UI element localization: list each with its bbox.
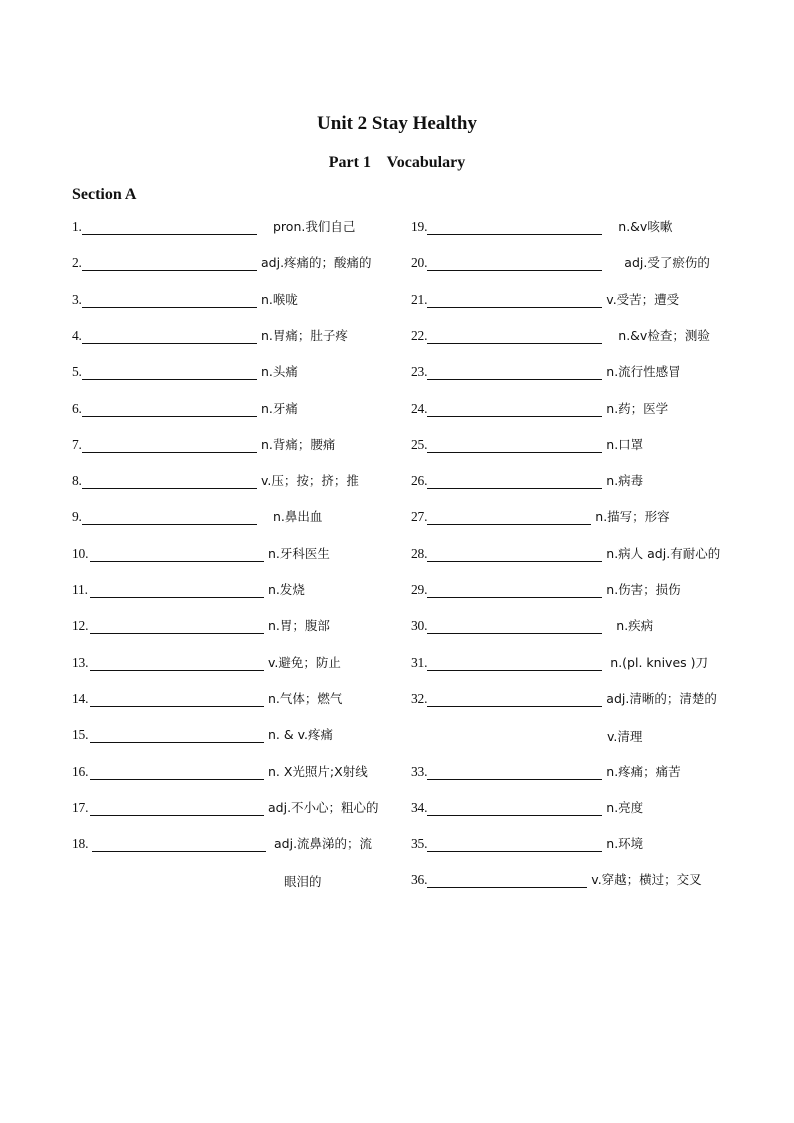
- definition: n.疾病: [616, 618, 654, 634]
- vocab-item: [411, 870, 702, 888]
- answer-blank[interactable]: [427, 583, 602, 598]
- vocab-item: [72, 362, 298, 380]
- item-number: 18.: [72, 836, 89, 852]
- definition: n.亮度: [606, 799, 644, 815]
- item-number: 7.: [72, 436, 82, 452]
- vocab-item: [411, 689, 717, 707]
- vocab-item: [72, 326, 348, 344]
- definition: adj.清晰的；清楚的: [606, 690, 717, 706]
- definition: v.受苦；遭受: [606, 291, 680, 307]
- vocab-item: [72, 653, 341, 671]
- vocab-item: [72, 544, 330, 562]
- answer-blank[interactable]: [90, 547, 264, 562]
- answer-blank[interactable]: [82, 438, 257, 453]
- answer-blank[interactable]: [427, 619, 602, 634]
- item-number: 1.: [72, 219, 82, 234]
- answer-blank[interactable]: [90, 801, 264, 816]
- vocab-item: [72, 435, 335, 453]
- item-number: 32.: [411, 690, 428, 706]
- answer-blank[interactable]: [427, 547, 602, 562]
- item-number: 17.: [72, 799, 89, 815]
- answer-blank[interactable]: [427, 256, 602, 271]
- answer-blank[interactable]: [90, 728, 264, 743]
- answer-blank[interactable]: [82, 293, 257, 308]
- vocab-item: [72, 399, 298, 417]
- answer-blank[interactable]: [427, 656, 602, 671]
- definition: n.描写；形容: [595, 509, 670, 525]
- definition: n.背痛；腰痛: [261, 436, 336, 452]
- answer-blank[interactable]: [90, 619, 264, 634]
- vocab-item: [411, 834, 643, 852]
- answer-blank[interactable]: [82, 474, 257, 489]
- definition: n.环境: [606, 836, 644, 852]
- item-number: 29.: [411, 582, 428, 597]
- item-number: 30.: [411, 618, 428, 634]
- vocab-item: [411, 435, 643, 453]
- item-number: 16.: [72, 763, 89, 779]
- vocab-item: [72, 798, 379, 816]
- definition: v.穿越；横过；交叉: [591, 872, 702, 888]
- answer-blank[interactable]: [82, 256, 257, 271]
- definition: n.&v咳嗽: [618, 219, 673, 234]
- vocab-item: [72, 762, 368, 780]
- item-number: 20.: [411, 255, 428, 271]
- item-number: 4.: [72, 327, 82, 343]
- definition: n.气体；燃气: [268, 690, 343, 706]
- item-number: 14.: [72, 690, 89, 706]
- definition: n.药；医学: [606, 400, 669, 416]
- answer-blank[interactable]: [427, 873, 587, 888]
- definition: v.避免；防止: [268, 654, 341, 670]
- vocab-item: [72, 689, 342, 707]
- item-number: 3.: [72, 291, 82, 307]
- item-number: 9.: [72, 509, 82, 525]
- vocab-item: [411, 762, 681, 780]
- item-number: 31.: [411, 654, 428, 670]
- vocab-item: [411, 253, 710, 271]
- vocab-item: [72, 580, 305, 598]
- vocab-item: [72, 725, 333, 743]
- definition: n.病人 adj.有耐心的: [606, 545, 721, 561]
- vocab-item: [72, 507, 322, 525]
- vocab-item: [72, 616, 330, 634]
- vocab-item: [411, 798, 643, 816]
- item-number: 13.: [72, 654, 89, 670]
- definition: n.伤害；损伤: [606, 582, 681, 597]
- item-number: 10.: [72, 545, 89, 561]
- answer-blank[interactable]: [90, 765, 264, 780]
- definition: n.喉咙: [261, 291, 298, 307]
- definition: v.压；按；挤；推: [261, 473, 359, 489]
- answer-blank[interactable]: [82, 220, 257, 235]
- answer-blank[interactable]: [82, 365, 257, 380]
- answer-blank[interactable]: [427, 402, 602, 417]
- vocab-item: [411, 616, 653, 634]
- answer-blank[interactable]: [92, 837, 266, 852]
- vocab-item: [72, 217, 355, 235]
- vocab-item: [411, 290, 679, 308]
- vocab-item: [411, 471, 643, 489]
- item-number: 24.: [411, 400, 428, 416]
- item-number: 25.: [411, 436, 428, 452]
- document-title: Unit 2 Stay Healthy: [317, 113, 477, 134]
- definition: n.疼痛；痛苦: [606, 763, 681, 779]
- definition: adj.受了瘀伤的: [624, 255, 710, 271]
- definition: n.胃；腹部: [268, 618, 330, 634]
- item-number: 28.: [411, 545, 428, 561]
- answer-blank[interactable]: [90, 656, 264, 671]
- answer-blank[interactable]: [427, 438, 602, 453]
- vocab-item: [411, 326, 710, 344]
- item-number: 22.: [411, 327, 428, 343]
- definition: adj.不小心；粗心的: [268, 799, 379, 815]
- definition: n.鼻出血: [273, 509, 323, 525]
- item-number: 12.: [72, 618, 89, 634]
- answer-blank[interactable]: [427, 765, 602, 780]
- definition: n. X光照片;X射线: [268, 763, 368, 779]
- vocab-item: [411, 544, 720, 562]
- answer-blank[interactable]: [427, 329, 602, 344]
- vocab-item: [411, 217, 672, 235]
- definition: n.牙痛: [261, 400, 298, 416]
- answer-blank[interactable]: [427, 293, 602, 308]
- vocab-item: [72, 253, 372, 271]
- vocab-item: [411, 362, 681, 380]
- answer-blank[interactable]: [427, 510, 591, 525]
- item-number: 34.: [411, 799, 428, 815]
- answer-blank[interactable]: [82, 329, 257, 344]
- answer-blank[interactable]: [427, 474, 602, 489]
- item-number: 15.: [72, 727, 89, 743]
- item-number: 8.: [72, 473, 82, 489]
- answer-blank[interactable]: [90, 692, 264, 707]
- definition: n. & v.疼痛: [268, 727, 333, 743]
- item-number: 27.: [411, 509, 428, 525]
- vocab-item: [411, 507, 670, 525]
- vocab-item: [411, 653, 708, 671]
- definition: n.牙科医生: [268, 545, 330, 561]
- item-number: 19.: [411, 219, 428, 234]
- vocab-item: [72, 834, 372, 852]
- item-number: 26.: [411, 473, 428, 489]
- vocab-item: [72, 290, 298, 308]
- definition: pron.我们自己: [273, 219, 356, 234]
- item-number: 35.: [411, 836, 428, 852]
- answer-blank[interactable]: [90, 583, 264, 598]
- section-heading: Section A: [72, 186, 137, 203]
- definition: n.发烧: [268, 582, 305, 597]
- item-number: 21.: [411, 291, 428, 307]
- answer-blank[interactable]: [427, 692, 602, 707]
- answer-blank[interactable]: [82, 510, 257, 525]
- definition-continuation: v.清理: [607, 729, 643, 745]
- definition: n.头痛: [261, 364, 298, 380]
- part-heading: Part 1 Vocabulary: [328, 154, 466, 171]
- item-number: 5.: [72, 364, 82, 380]
- definition: n.口罩: [606, 436, 644, 452]
- definition: adj.流鼻涕的；流: [274, 836, 373, 852]
- definition: n.流行性感冒: [606, 364, 681, 380]
- item-number: 36.: [411, 872, 428, 888]
- vocab-item: [411, 399, 668, 417]
- vocab-item: [72, 471, 359, 489]
- item-number: 2.: [72, 255, 82, 271]
- answer-blank[interactable]: [82, 402, 257, 417]
- answer-blank[interactable]: [427, 801, 602, 816]
- definition-continuation: 眼泪的: [284, 874, 322, 890]
- vocab-item: [411, 580, 681, 598]
- answer-blank[interactable]: [427, 220, 602, 235]
- item-number: 6.: [72, 400, 82, 416]
- definition: n.病毒: [606, 473, 644, 489]
- answer-blank[interactable]: [427, 365, 602, 380]
- item-number: 23.: [411, 364, 428, 380]
- definition: n.(pl. knives )刀: [610, 654, 708, 670]
- definition: n.胃痛；肚子疼: [261, 327, 348, 343]
- item-number: 11.: [72, 582, 88, 597]
- definition: adj.疼痛的；酸痛的: [261, 255, 372, 271]
- answer-blank[interactable]: [427, 837, 602, 852]
- item-number: 33.: [411, 763, 428, 779]
- definition: n.&v检查；测验: [618, 327, 710, 343]
